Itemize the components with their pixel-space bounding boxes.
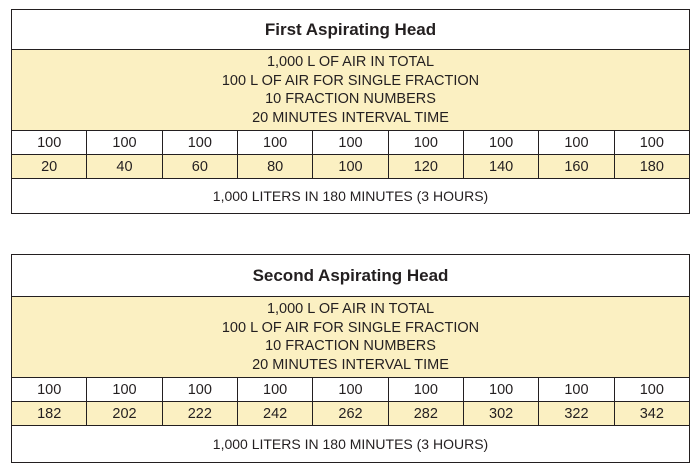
time-row [12,402,689,426]
volume-cell: 100 [539,378,614,401]
table-footer: 1,000 LITERS IN 180 MINUTES (3 HOURS) [12,179,689,212]
info-block [12,50,689,131]
volume-cell: 100 [389,131,464,154]
volume-cell: 100 [238,378,313,401]
time-cell: 282 [389,402,464,425]
info-line: 10 FRACTION NUMBERS [265,338,436,354]
info-line: 100 L OF AIR FOR SINGLE FRACTION [221,72,480,89]
volume-cell: 100 [539,131,614,154]
time-cell: 322 [539,402,614,425]
time-cell: 242 [238,402,313,425]
time-cell: 120 [389,155,464,178]
time-cell: 222 [163,402,238,425]
time-cell: 160 [539,155,614,178]
time-cell: 302 [464,402,539,425]
info-line: 20 MINUTES INTERVAL TIME [252,356,449,373]
volume-cell: 100 [87,131,162,154]
time-cell: 40 [87,155,162,178]
volume-cell: 100 [313,131,388,154]
volume-cell: 100 [163,131,238,154]
volume-row [12,131,689,155]
volume-row [12,378,689,402]
time-cell: 182 [12,402,87,425]
volume-cell: 100 [163,378,238,401]
time-cell: 20 [12,155,87,178]
volume-cell: 100 [238,131,313,154]
time-cell: 202 [87,402,162,425]
time-cell: 100 [313,155,388,178]
time-cell: 80 [238,155,313,178]
info-line: 1,000 L OF AIR IN TOTAL [266,301,435,317]
info-line: 1,000 L OF AIR IN TOTAL [266,54,435,70]
time-cell: 140 [464,155,539,178]
info-block [12,297,689,378]
time-cell: 180 [639,158,664,175]
volume-cell: 100 [87,378,162,401]
volume-cell: 100 [389,378,464,401]
info-line: 100 L OF AIR FOR SINGLE FRACTION [221,319,480,336]
time-cell: 342 [639,405,664,422]
time-row [12,155,689,179]
first-aspirating-head-table [11,9,690,214]
second-aspirating-head-table [11,254,690,463]
volume-cell: 100 [464,131,539,154]
time-cell: 262 [313,402,388,425]
table-footer: 1,000 LITERS IN 180 MINUTES (3 HOURS) [12,426,689,461]
info-line: 20 MINUTES INTERVAL TIME [252,109,449,126]
volume-cell: 100 [313,378,388,401]
time-cell: 60 [163,155,238,178]
table-title: First Aspirating Head [12,10,689,50]
volume-cell: 100 [464,378,539,401]
volume-cell: 100 [12,378,87,401]
volume-cell: 100 [12,131,87,154]
volume-cell: 100 [639,134,664,151]
volume-cell: 100 [639,381,664,398]
table-title: Second Aspirating Head [12,255,689,297]
info-line: 10 FRACTION NUMBERS [265,91,436,107]
